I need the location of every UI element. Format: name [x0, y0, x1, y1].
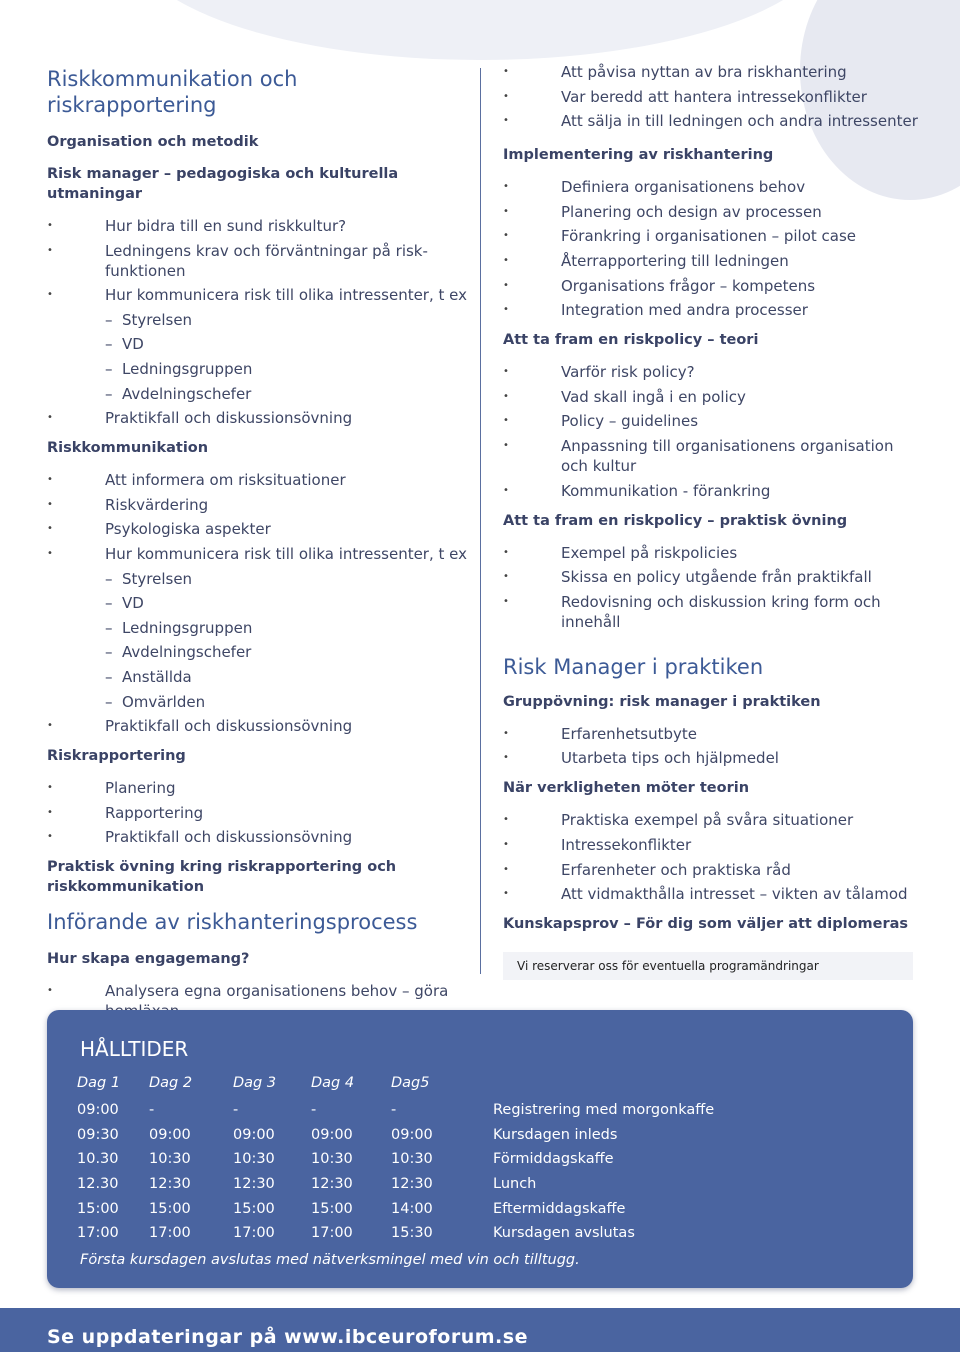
- list-item: • Förankring i organisationen – pilot case: [503, 226, 923, 246]
- list-item: • Praktikfall och diskussionsövning: [47, 716, 467, 736]
- schedule-row: [77, 1172, 714, 1197]
- list-item: • Erfarenhetsutbyte: [503, 724, 923, 744]
- section-heading: Att ta fram en riskpolicy – praktisk övning: [503, 512, 848, 529]
- schedule-table: [77, 1068, 714, 1246]
- list-item: • Analysera egna organisationens behov – göra: [47, 981, 467, 1021]
- schedule-activity: Lunch: [493, 1176, 537, 1193]
- section-heading: Organisation och metodik: [47, 134, 259, 150]
- schedule-time: 09:00: [311, 1126, 353, 1143]
- list-item: • Erfarenheter och praktiska råd: [503, 860, 923, 880]
- section-heading: Risk manager – pedagogiska och kulturella utmaningar: [47, 166, 399, 202]
- section: [47, 132, 467, 152]
- footer-website-link[interactable]: Se uppdateringar på www.ibceuroforum.se: [47, 1326, 528, 1348]
- column-title: Risk Manager i praktiken: [503, 654, 764, 679]
- list-item: • Exempel på riskpolicies: [503, 543, 923, 563]
- list-item: • Vad skall ingå i en policy: [503, 387, 923, 407]
- section: [503, 692, 923, 769]
- schedule-activity: Kursdagen avslutas: [493, 1225, 635, 1242]
- list-item: • Utarbeta tips och hjälpmedel: [503, 748, 923, 768]
- schedule-time: 17:00: [149, 1225, 191, 1242]
- schedule-time: 17:00: [233, 1225, 275, 1242]
- schedule-title: HÅLLTIDER: [80, 1037, 189, 1061]
- sub-list-item: – Styrelsen: [47, 310, 467, 330]
- list-item: • Intressekonflikter: [503, 835, 923, 855]
- column-divider: [480, 68, 481, 974]
- schedule-time: 12:30: [149, 1176, 191, 1193]
- schedule-box: [47, 1010, 913, 1288]
- schedule-day-header: Dag 1: [77, 1075, 121, 1091]
- section-heading: Hur skapa engagemang?: [47, 951, 250, 968]
- list-item: • Redovisning och diskussion kring form och innehåll: [503, 592, 923, 632]
- bullet-list: [503, 177, 923, 320]
- list-item: • Hur kommunicera risk till olika intressenter, t ex: [47, 285, 467, 305]
- list-item: • Att sälja in till ledningen och andra intressenter: [503, 111, 923, 131]
- bullet-list: [47, 778, 467, 847]
- schedule-activity: Registrering med morgonkaffe: [493, 1102, 715, 1119]
- schedule-activity: Kursdagen inleds: [493, 1126, 618, 1143]
- schedule-time: -: [311, 1102, 317, 1119]
- schedule-day-header: Dag 2: [149, 1075, 193, 1091]
- bullet-list: [47, 470, 467, 736]
- schedule-time: 15:00: [233, 1200, 275, 1217]
- bullet-list: [503, 362, 923, 500]
- list-item: • Integration med andra processer: [503, 300, 923, 320]
- schedule-footnote: Första kursdagen avslutas med nätverksmingel med vin och tilltugg.: [80, 1252, 580, 1268]
- schedule-header-row: [77, 1068, 714, 1098]
- left-column: [47, 62, 467, 1031]
- schedule-activity: Eftermiddagskaffe: [493, 1200, 626, 1217]
- schedule-time: 14:00: [391, 1200, 433, 1217]
- list-item: • Anpassning till organisationens organisation och kultur: [503, 436, 923, 476]
- schedule-time: 12:30: [233, 1176, 275, 1193]
- sub-list-item: – Omvärlden: [47, 692, 467, 712]
- schedule-row: [77, 1098, 714, 1123]
- right-column: [503, 62, 923, 980]
- schedule-time: 15:00: [311, 1200, 353, 1217]
- schedule-day-header: Dag5: [391, 1075, 430, 1091]
- schedule-row: [77, 1221, 714, 1246]
- section-heading: När verkligheten möter teorin: [503, 780, 750, 797]
- section: [47, 164, 467, 428]
- list-item: • Hur bidra till en sund riskkultur?: [47, 216, 467, 236]
- schedule-time: 12:30: [391, 1176, 433, 1193]
- list-item: • Att informera om risksituationer: [47, 470, 467, 490]
- schedule-time: 15:00: [77, 1200, 119, 1217]
- list-item: • Praktiska exempel på svåra situationer: [503, 810, 923, 830]
- column-title: Införande av riskhanteringsprocess: [47, 910, 418, 935]
- sub-list-item: – VD: [47, 334, 467, 354]
- schedule-time: 09:00: [149, 1126, 191, 1143]
- footer-bar: [0, 1308, 960, 1352]
- schedule-activity: Förmiddagskaffe: [493, 1151, 614, 1168]
- sub-list-item: – Avdelningschefer: [47, 642, 467, 662]
- schedule-time: 10:30: [233, 1151, 275, 1168]
- section: [503, 914, 923, 934]
- bullet-list: [503, 62, 923, 131]
- list-item: • Planering: [47, 778, 467, 798]
- schedule-day-header: Dag 3: [233, 1075, 277, 1091]
- schedule-time: 09:00: [391, 1126, 433, 1143]
- schedule-time: 09:00: [77, 1102, 119, 1119]
- section-heading: Gruppövning: risk manager i praktiken: [503, 693, 821, 710]
- schedule-time: 10:30: [311, 1151, 353, 1168]
- section-heading: Riskrapportering: [47, 748, 186, 765]
- list-item: • Varför risk policy?: [503, 362, 923, 382]
- sub-list-item: – Styrelsen: [47, 569, 467, 589]
- section-heading: Praktisk övning kring riskrapportering och riskkommunikation: [47, 859, 397, 896]
- list-item: • Var beredd att hantera intressekonflikter: [503, 87, 923, 107]
- schedule-time: 15:00: [149, 1200, 191, 1217]
- list-item: • Praktikfall och diskussionsövning: [47, 827, 467, 847]
- list-item: • Riskvärdering: [47, 495, 467, 515]
- schedule-row: [77, 1147, 714, 1172]
- schedule-time: 12:30: [311, 1176, 353, 1193]
- schedule-day-header: [493, 1068, 714, 1098]
- list-item: • Rapportering: [47, 803, 467, 823]
- program-note: Vi reserverar oss för eventuella programändringar: [503, 952, 913, 980]
- section-heading: Att ta fram en riskpolicy – teori: [503, 332, 759, 349]
- section: [503, 778, 923, 904]
- background-shape: [130, 0, 830, 60]
- list-item: • Skissa en policy utgående från praktikfall: [503, 567, 923, 587]
- sub-list-item: – Avdelningschefer: [47, 384, 467, 404]
- list-item: • Att vidmakthålla intresset – vikten av tålamod: [503, 884, 923, 904]
- section-heading: Implementering av riskhantering: [503, 147, 774, 164]
- schedule-time: 10:30: [149, 1151, 191, 1168]
- list-item: • Psykologiska aspekter: [47, 519, 467, 539]
- schedule-time: -: [391, 1102, 397, 1119]
- list-item: • Policy – guidelines: [503, 411, 923, 431]
- list-item: • Kommunikation - förankring: [503, 481, 923, 501]
- sub-list-item: – Ledningsgruppen: [47, 618, 467, 638]
- list-item: • Praktikfall och diskussionsövning: [47, 408, 467, 428]
- section: [503, 145, 923, 320]
- section-heading: Kunskapsprov – För dig som väljer att diplomeras: [503, 916, 909, 933]
- schedule-time: 12.30: [77, 1176, 119, 1193]
- schedule-time: 15:30: [391, 1225, 433, 1242]
- sub-list-item: – Ledningsgruppen: [47, 359, 467, 379]
- schedule-time: 09:30: [77, 1126, 119, 1143]
- schedule-time: -: [233, 1102, 239, 1119]
- list-item: • Organisations frågor – kompetens: [503, 276, 923, 296]
- list-item: • Ledningens krav och förväntningar på risk-funktionen: [47, 241, 467, 281]
- list-item: • Att påvisa nyttan av bra riskhantering: [503, 62, 923, 82]
- section: [503, 330, 923, 500]
- section: [47, 746, 467, 847]
- schedule-time: 10:30: [391, 1151, 433, 1168]
- section-heading: Riskkommunikation: [47, 440, 209, 457]
- section: [47, 857, 467, 897]
- list-item: • Hur kommunicera risk till olika intressenter, t ex: [47, 544, 467, 564]
- sub-list-item: – VD: [47, 593, 467, 613]
- schedule-time: -: [149, 1102, 155, 1119]
- list-item: • Återrapportering till ledningen: [503, 251, 923, 271]
- sub-list-item: – Anställda: [47, 667, 467, 687]
- schedule-time: 17:00: [311, 1225, 353, 1242]
- bullet-list: [47, 216, 467, 428]
- schedule-day-header: Dag 4: [311, 1075, 355, 1091]
- bullet-list: [503, 543, 923, 632]
- bullet-list: [503, 810, 923, 904]
- list-item: • Definiera organisationens behov: [503, 177, 923, 197]
- schedule-time: 09:00: [233, 1126, 275, 1143]
- list-item: • Planering och design av processen: [503, 202, 923, 222]
- section: [47, 438, 467, 736]
- bullet-list: [503, 724, 923, 769]
- schedule-row: [77, 1123, 714, 1148]
- column-title: Riskkommunikation och riskrapportering: [47, 67, 298, 117]
- section: [503, 511, 923, 632]
- schedule-time: 10.30: [77, 1151, 119, 1168]
- schedule-time: 17:00: [77, 1225, 119, 1242]
- schedule-row: [77, 1196, 714, 1221]
